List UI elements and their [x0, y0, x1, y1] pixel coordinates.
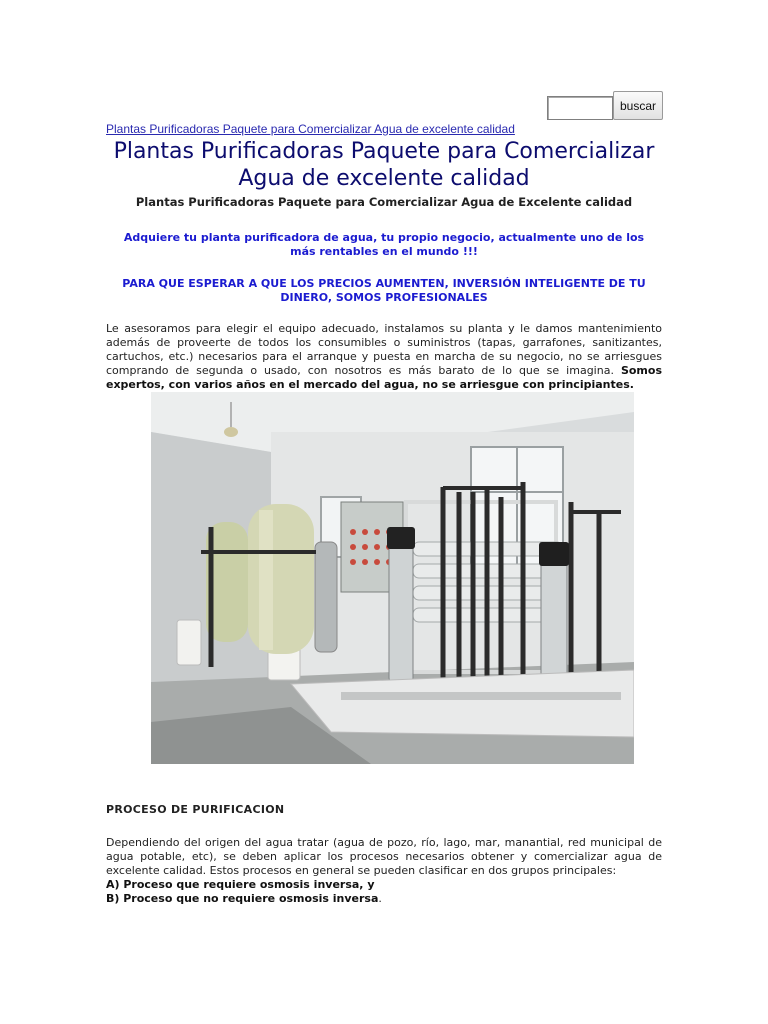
search-input[interactable]	[547, 96, 613, 120]
promo-text-2a: PARA QUE ESPERAR A QUE LOS PRECIOS AUMENTEN, INVERSIÓN INTELIGENTE DE TU	[122, 277, 646, 290]
process-item-a: A) Proceso que requiere osmosis inversa, y	[106, 878, 375, 891]
search-button[interactable]: buscar	[613, 91, 663, 120]
intro-paragraph	[106, 322, 662, 392]
page-subtitle: Plantas Purificadoras Paquete para Comercializar Agua de Excelente calidad	[135, 195, 633, 209]
page-title-line-2: Agua de excelente calidad	[238, 166, 530, 191]
process-item-b-period: .	[378, 892, 382, 905]
purification-plant-photo	[151, 392, 634, 764]
page-title-line-1: Plantas Purificadoras Paquete para Comercializar	[113, 139, 655, 164]
promo-text-1	[106, 231, 662, 259]
plant-illustration	[151, 392, 634, 764]
process-paragraph	[106, 836, 662, 906]
promo-text-1b: más rentables en el mundo !!!	[290, 245, 478, 258]
promo-text-2	[106, 277, 662, 305]
process-item-b: B) Proceso que no requiere osmosis inversa	[106, 892, 379, 905]
process-text: Dependiendo del origen del agua tratar (agua de pozo, río, lago, mar, manantial, red municipal de agua potable, etc), se deben aplicar los procesos necesarios obtener y comercializar agua de excelente calidad. Estos procesos en general se pueden clasificar en dos grupos principales:	[106, 836, 662, 877]
breadcrumb-link[interactable]: Plantas Purificadoras Paquete para Comercializar Agua de excelente calidad	[106, 122, 515, 136]
intro-text: Le asesoramos para elegir el equipo adecuado, instalamos su planta y le damos mantenimiento además de proveerte de todos los consumibles o suministros (tapas, garrafones, sanitizantes, cartuchos, etc.) necesarios para el arranque y puesta en marcha de su negocio, no se arriesgues comprando de segunda o usado, con nosotros es más barato de lo que se imagina.	[106, 322, 662, 377]
promo-text-1a: Adquiere tu planta purificadora de agua, tu propio negocio, actualmente uno de los	[123, 231, 645, 244]
promo-text-2b: DINERO, SOMOS PROFESIONALES	[280, 291, 488, 304]
process-heading: PROCESO DE PURIFICACION	[106, 803, 285, 816]
intro-bold-text: Somos expertos, con varios años en el mercado del agua, no se arriesgue con principiantes.	[106, 364, 662, 391]
page-title	[106, 138, 662, 192]
